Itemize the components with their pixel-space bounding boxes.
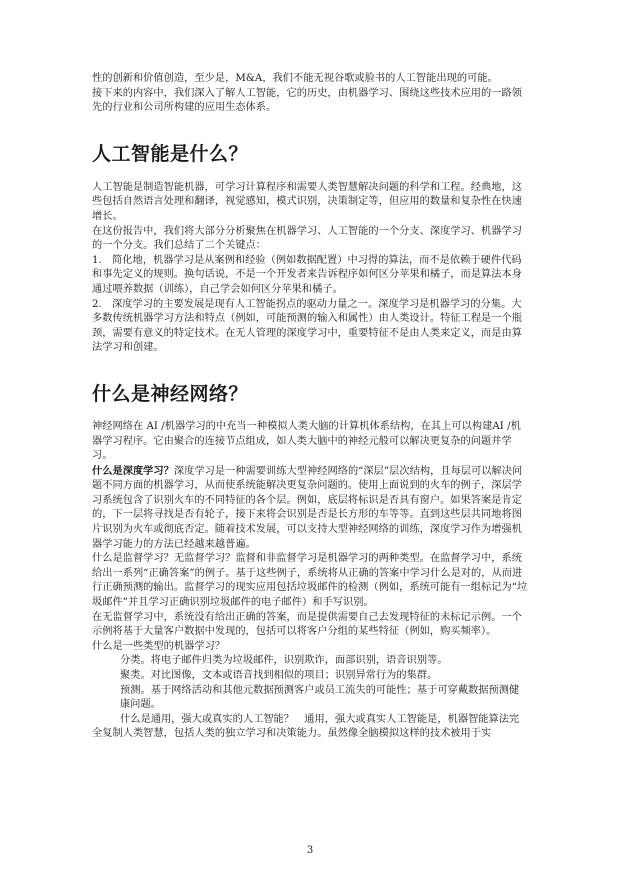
ai-point-1: 1. 简化地，机器学习是从案例和经验（例如数据配置）中习得的算法，而不是依赖于硬件代码和事先定义的规则。换句话说，不是一个开发者来告诉程序如何区分苹果和橘子，而是算法本身通过喂养数据（训练），自己学会如何区分苹果和橘子。 [92,254,522,295]
section-heading-neural-network: 什么是神经网络？ [92,382,249,405]
ai-paragraph-focus: 在这份报告中，我们将大部分分析聚焦在机器学习、人工智能的一个分支、深度学习、机器学习的一个分支。我们总结了二个关键点： [92,225,522,252]
section-heading-ai: 人工智能是什么？ [92,142,249,165]
ml-type-item-classification: 分类。将电子邮件归类为垃圾邮件，识别欺诈，面部识别，语音识别等。 [120,655,448,667]
nn-paragraph-definition: 神经网络在 AI /机器学习的中充当一种模拟人类大脑的计算机体系结构，在其上可以构建AI /机器学习程序。它由聚合的连接节点组成，如人类大脑中的神经元般可以解决更复杂的问题并学习。 [92,420,521,462]
deep-learning-text: 深度学习是一种需要训练大型神经网络的“深层”层次结构，且每层可以解决问题不同方面的机器学习，从而使系统能解决更复杂问题的。使用上面说到的火车的例子，深层学习系统包含了识别火车的不同特征的各个层。例如，底层将标识是否具有窗户。如果答案是肯定的，下一层将寻找是否有轮子，接下来将会识别是否是长方形的车等等。直到这些层共同地将图片识别为火车或彻底否定。随着技术发展，可以支持大型神经网络的训练，深度学习作为增强机器学习能力的方法已经越来越普遍。 [92,465,523,550]
ai-paragraph-definition: 人工智能是制造智能机器，可学习计算程序和需要人类智慧解决问题的科学和工程。经典地，这些包括自然语言处理和翻译，视觉感知，模式识别，决策制定等，但应用的数量和复杂性在快速增长。 [92,181,522,222]
nn-paragraph-deep-learning [92,464,529,553]
nn-paragraph-unsupervised: 在无监督学习中，系统没有给出正确的答案，而是提供需要自己去发现特征的未标记示例。一个示例将基于大量客户数据中发现的，包括可以将客户分组的某些特征（例如，购买频率）。 [92,611,522,638]
ml-type-item-clustering: 聚类。对比图像，文本或语音找到相似的项目；识别异常行为的集群。 [120,670,438,681]
nn-paragraph-ml-types-question: 什么是一些类型的机器学习？ [92,640,226,652]
page-number: 3 [306,845,314,856]
ai-point-2: 2. 深度学习的主要发展是现有人工智能拐点的驱动力量之一。深度学习是机器学习的分集。大多数传统机器学习方法和特点（例如，可能预测的输入和属性）由人类设计。特征工程是一个瓶颈，需要有意义的特定技术。在无人管理的深度学习中，重要特征不是由人类来定义，而是由算法学习和创建。 [92,298,522,354]
intro-paragraph-2: 接下来的内容中，我们深入了解人工智能，它的历史，由机器学习、围绕这些技术应用的一路领先的行业和公司所构建的应用生态体系。 [92,87,522,114]
deep-learning-term: 什么是深度学习？ [92,464,174,477]
nn-paragraph-general-ai: 什么是通用，强大或真实的人工智能？ 通用，强大或真实人工智能是，机器智能算法完全复制人类智慧，包括人类的独立学习和决策能力。虽然像全脑模拟这样的技术被用于实 [92,713,520,740]
intro-paragraph-1: 性的创新和价值创造，至少是，M&A，我们不能无视谷歌或脸书的人工智能出现的可能。 [92,73,498,84]
page-content [92,72,529,742]
ml-type-item-prediction: 预测。基于网络活动和其他元数据预测客户或员工流失的可能性；基于可穿戴数据预测健康问题。 [120,684,520,711]
nn-paragraph-supervised: 什么是监督学习？无监督学习？监督和非监督学习是机器学习的两种类型。在监督学习中，系统给出一系列“正确答案”的例子。基于这些例子，系统将从正确的答案中学习什么是对的，从而进行正确预测的输出。监督学习的现实应用包括垃圾邮件的检测（例如，系统可能有一组标记为“垃圾邮件”并且学习正确识别垃圾邮件的电子邮件）和手写识别。 [92,553,528,609]
